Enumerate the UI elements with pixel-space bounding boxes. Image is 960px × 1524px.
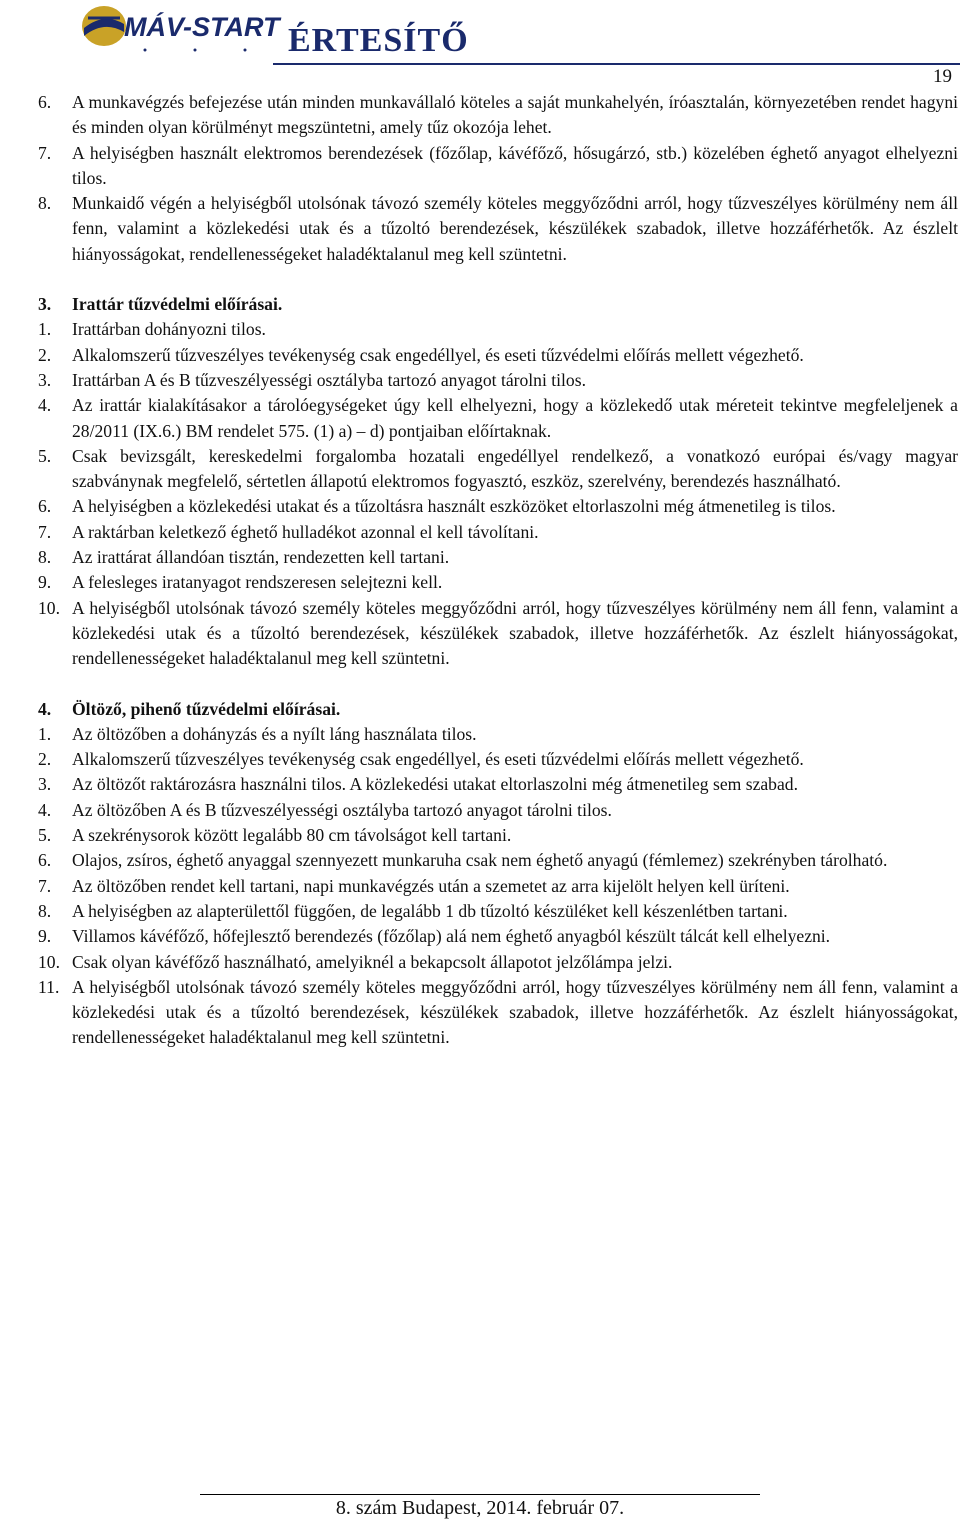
item-number: 5. xyxy=(38,825,52,846)
item-number: 2. xyxy=(38,749,52,770)
item-number: 5. xyxy=(38,445,52,466)
logo-text: MÁV-START xyxy=(124,12,280,42)
item-number: 4. xyxy=(38,395,52,416)
item-text: Alkalomszerű tűzveszélyes tevékenység csak engedéllyel, és eseti tűzvédelmi előírás mellett végezhető. xyxy=(72,749,804,770)
item-text: A munkavégzés befejezése után minden munkavállaló köteles a saját munkahelyén, íróasztalán, környezetében rendet hagyni és minden olyan körülményt megszüntetni, amely tűz okozója lehet. xyxy=(72,92,958,138)
item-number: 6. xyxy=(38,92,52,112)
item-number: 9. xyxy=(38,926,52,947)
item-text: Az öltözőt raktározásra használni tilos. A közlekedési utakat eltorlaszolni még átmenetileg sem szabad. xyxy=(72,774,798,795)
item-text: Alkalomszerű tűzveszélyes tevékenység csak engedéllyel, és eseti tűzvédelmi előírás mellett végezhető. xyxy=(72,344,804,365)
section-title: Öltöző, pihenő tűzvédelmi előírásai. xyxy=(72,698,341,719)
item-text: Csak bevizsgált, kereskedelmi forgalomba hozatali engedéllyel rendelkező, a vonatkozó európai és/vagy magyar szabványnak megfelelő, sértetlen állapotú elektromos fogyasztó, eszköz, szerelvény, berendezés használható. xyxy=(72,445,958,492)
list-item xyxy=(38,950,958,975)
item-text: Olajos, zsíros, éghető anyaggal szennyezett munkaruha csak nem éghető anyagú (fémlemez) szekrényben tárolható. xyxy=(72,850,888,871)
item-text: A helyiségben használt elektromos berendezések (főzőlap, kávéfőző, hősugárzó, stb.) közelében éghető anyagot elhelyezni tilos. xyxy=(72,142,958,188)
list-item xyxy=(38,393,958,444)
list-item xyxy=(38,343,958,368)
item-text: Az öltözőben a dohányzás és a nyílt láng használata tilos. xyxy=(72,723,477,744)
item-text: Munkaidő végén a helyiségből utolsónak távozó személy köteles meggyőződni arról, hogy tűzveszélyes körülmény nem áll fenn, valamint a közlekedési utak és a tűzoltó berendezések, készülékek szabadok, illetve hozzáférhetők. Az észlelt hiányosságokat, rendellenességeket haladéktalanul meg kell szüntetni. xyxy=(72,193,958,264)
item-text: A raktárban keletkező éghető hulladékot azonnal el kell távolítani. xyxy=(72,521,539,542)
list-item xyxy=(38,722,958,747)
list-item xyxy=(38,368,958,393)
item-text: A szekrénysorok között legalább 80 cm távolságot kell tartani. xyxy=(72,825,512,846)
list-item xyxy=(38,444,958,495)
section-title: Irattár tűzvédelmi előírásai. xyxy=(72,294,283,315)
item-text: A helyiségben az alapterülettől függően, de legalább 1 db tűzoltó készüléket kell készenlétben tartani. xyxy=(72,900,788,921)
item-number: 6. xyxy=(38,496,52,517)
list-item xyxy=(38,90,958,141)
item-number: 11. xyxy=(38,976,60,997)
list-item xyxy=(38,975,958,1051)
item-number: 7. xyxy=(38,875,52,896)
item-text: A helyiségből utolsónak távozó személy köteles meggyőződni arról, hogy tűzveszélyes körülmény nem áll fenn, valamint a közlekedési utak és a tűzoltó berendezések, készülékek szabadok, illetve hozzáférhetők. Az észlelt hiányosságokat, rendellenességeket haladéktalanul meg kell szüntetni. xyxy=(72,976,958,1048)
footer-rule xyxy=(200,1494,760,1495)
list-item xyxy=(38,848,958,873)
section-number: 3. xyxy=(38,294,52,315)
list-item xyxy=(38,874,958,899)
list-item xyxy=(38,191,958,267)
list-item xyxy=(38,772,958,797)
list-item xyxy=(38,899,958,924)
logo-emblem-icon xyxy=(80,2,128,50)
item-number: 2. xyxy=(38,344,52,365)
item-text: Irattárban A és B tűzveszélyességi osztályba tartozó anyagot tárolni tilos. xyxy=(72,369,586,390)
item-text: Az irattárat állandóan tisztán, rendezetten kell tartani. xyxy=(72,547,450,568)
section-number: 4. xyxy=(38,698,52,719)
page-number: 19 xyxy=(933,66,952,87)
item-text: A helyiségből utolsónak távozó személy köteles meggyőződni arról, hogy tűzveszélyes körülmény nem áll fenn, valamint a közlekedési utak és a tűzoltó berendezések, készülékek szabadok, illetve hozzáférhetők. Az észlelt hiányosságokat, rendellenességeket haladéktalanul meg kell szüntetni. xyxy=(72,597,958,669)
item-number: 10. xyxy=(38,951,60,972)
item-number: 8. xyxy=(38,900,52,921)
list-item xyxy=(38,494,958,519)
header-title: ÉRTESÍTŐ xyxy=(288,22,469,59)
item-number: 4. xyxy=(38,799,52,820)
page-header xyxy=(0,0,960,70)
item-text: Az öltözőben rendet kell tartani, napi munkavégzés után a szemetet az arra kijelölt helyen kell üríteni. xyxy=(72,875,790,896)
item-number: 1. xyxy=(38,723,52,744)
list-item xyxy=(38,596,958,672)
document-body xyxy=(38,90,958,1051)
item-number: 6. xyxy=(38,850,52,871)
item-text: Csak olyan kávéfőző használható, amelyiknél a bekapcsolt állapotot jelzőlámpa jelzi. xyxy=(72,951,673,972)
list-item xyxy=(38,317,958,342)
logo-dots-icon xyxy=(140,47,290,53)
section-heading-3 xyxy=(38,292,958,317)
header-rule xyxy=(273,63,960,65)
list-item xyxy=(38,570,958,595)
list-item xyxy=(38,520,958,545)
item-number: 7. xyxy=(38,142,52,163)
item-text: Irattárban dohányozni tilos. xyxy=(72,319,266,340)
item-text: A helyiségben a közlekedési utakat és a tűzoltásra használt eszközöket eltorlaszolni még átmenetileg is tilos. xyxy=(72,496,836,517)
item-number: 9. xyxy=(38,572,52,593)
item-text: Az irattár kialakításakor a tárolóegységeket úgy kell elhelyezni, hogy a közlekedő utak méreteit tekintve megfeleljenek a 28/2011 (IX.6.) BM rendelet 575. (1) a) – d) pontjaiban előírtaknak. xyxy=(72,395,958,441)
list-item xyxy=(38,747,958,772)
mav-start-logo xyxy=(80,2,280,54)
item-number: 7. xyxy=(38,521,52,542)
item-text: Az öltözőben A és B tűzveszélyességi osztályba tartozó anyagot tárolni tilos. xyxy=(72,799,612,820)
section-heading-4 xyxy=(38,697,958,722)
list-item xyxy=(38,823,958,848)
list-item xyxy=(38,141,958,192)
item-number: 3. xyxy=(38,369,52,390)
item-number: 3. xyxy=(38,774,52,795)
page-footer: 8. szám Budapest, 2014. február 07. xyxy=(335,1497,625,1519)
list-item xyxy=(38,545,958,570)
item-text: A felesleges iratanyagot rendszeresen selejtezni kell. xyxy=(72,572,443,593)
list-item xyxy=(38,798,958,823)
item-number: 10. xyxy=(38,597,60,618)
item-text: Villamos kávéfőző, hőfejlesztő berendezés (főzőlap) alá nem éghető anyagból készült tálcát kell elhelyezni. xyxy=(72,926,831,947)
item-number: 1. xyxy=(38,319,52,340)
list-item xyxy=(38,924,958,949)
item-number: 8. xyxy=(38,547,52,568)
item-number: 8. xyxy=(38,193,52,214)
